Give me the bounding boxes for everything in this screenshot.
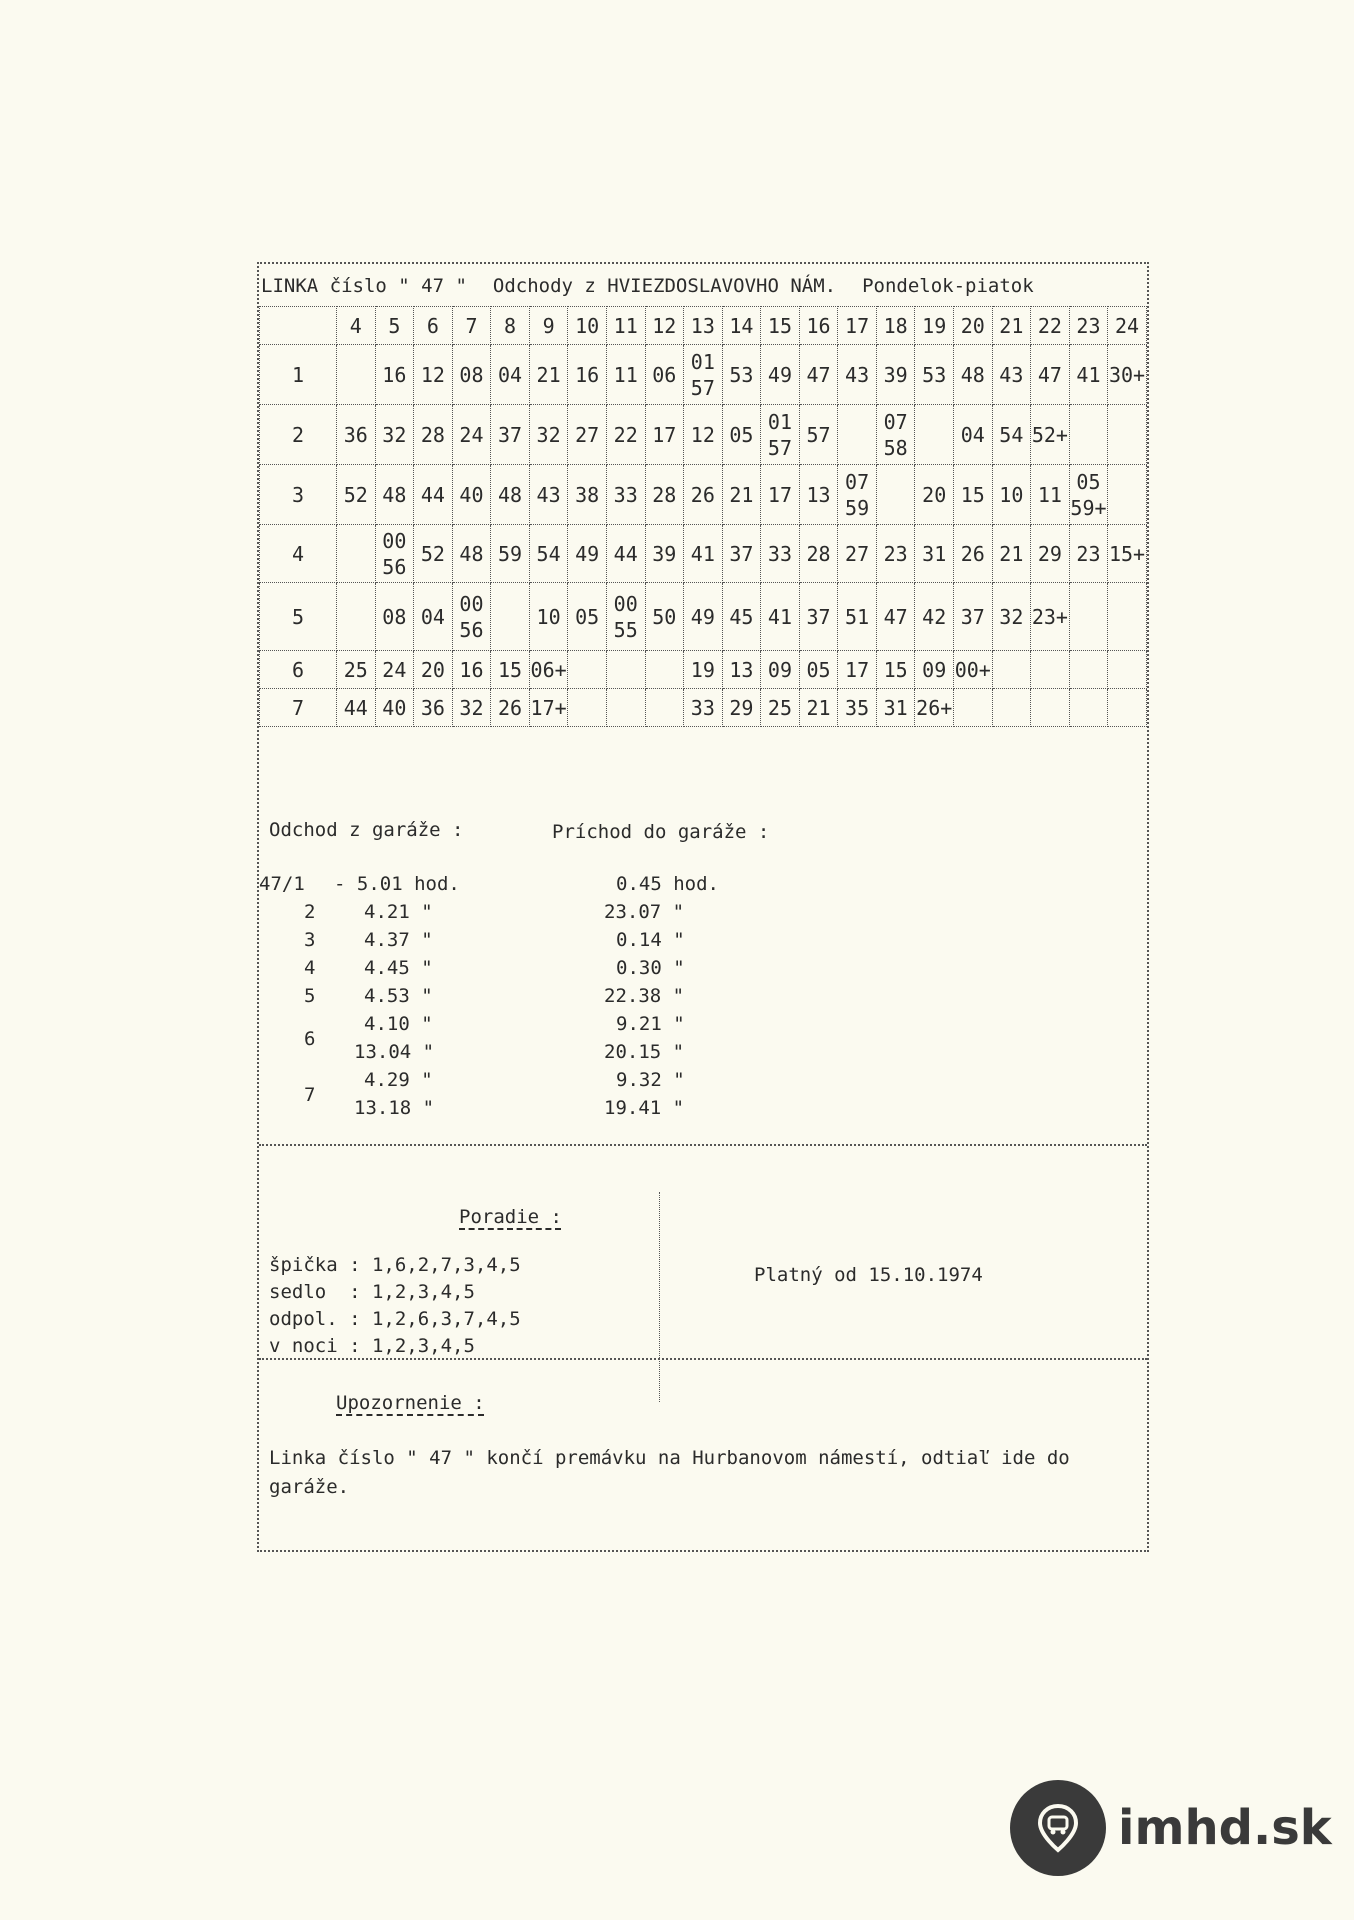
departure-cell [838, 405, 877, 465]
course-row [260, 689, 1147, 727]
departure-cell: 08 [375, 583, 414, 651]
imhd-logo [1010, 1780, 1332, 1876]
departure-cell [1108, 583, 1147, 651]
order-line-peak: špička : 1,6,2,7,3,4,5 [269, 1254, 521, 1276]
departure-cell: 01 57 [761, 405, 800, 465]
departure-cell: 41 [684, 525, 723, 583]
day-range: Pondelok-piatok [862, 275, 1034, 297]
departure-cell: 16 [568, 345, 607, 405]
departure-cell: 16 [452, 651, 491, 689]
departure-table [259, 306, 1147, 727]
departure-cell: 36 [414, 689, 453, 727]
order-section [259, 1192, 1147, 1402]
departure-cell: 30+ [1108, 345, 1147, 405]
departure-cell [337, 345, 376, 405]
garage-arrive-time: 0.45 hod. [616, 873, 719, 895]
departure-cell: 00 56 [452, 583, 491, 651]
departure-cell: 08 [452, 345, 491, 405]
departure-cell: 49 [568, 525, 607, 583]
garage-arrive-time: 22.38 " [604, 985, 685, 1007]
garage-row [259, 955, 779, 981]
notice-text: Linka číslo " 47 " končí premávku na Hurbanovom námestí, odtiaľ ide do garáže. [269, 1447, 1070, 1498]
hour-cell: 4 [337, 307, 376, 345]
departure-cell [645, 651, 684, 689]
departure-cell: 49 [684, 583, 723, 651]
departure-cell: 21 [529, 345, 568, 405]
garage-course: 4 [304, 957, 316, 979]
departure-cell: 10 [529, 583, 568, 651]
departure-cell: 44 [414, 465, 453, 525]
departure-cell: 21 [799, 689, 838, 727]
departure-cell [337, 525, 376, 583]
logo-text: imhd.sk [1118, 1800, 1332, 1856]
hour-cell: 15 [761, 307, 800, 345]
hour-cell: 24 [1108, 307, 1147, 345]
departure-cell: 39 [876, 345, 915, 405]
garage-depart-time: 4.29 " [364, 1069, 433, 1091]
garage-depart-time: 4.21 " [364, 901, 433, 923]
departure-cell: 13 [799, 465, 838, 525]
departure-cell: 07 59 [838, 465, 877, 525]
garage-depart-time: 4.10 " [364, 1013, 433, 1035]
hour-cell: 22 [1031, 307, 1070, 345]
departure-cell [606, 651, 645, 689]
hour-cell: 17 [838, 307, 877, 345]
garage-row [259, 1067, 779, 1093]
course-number: 2 [260, 405, 337, 465]
departure-cell: 38 [568, 465, 607, 525]
map-pin-bus-icon [1010, 1780, 1106, 1876]
departure-stop: Odchody z HVIEZDOSLAVOVHO NÁM. [492, 275, 837, 297]
corner-cell [260, 307, 337, 345]
timetable-sheet [257, 262, 1149, 1552]
hour-cell: 10 [568, 307, 607, 345]
departure-cell: 54 [529, 525, 568, 583]
order-line-saddle: sedlo : 1,2,3,4,5 [269, 1281, 475, 1303]
departure-cell: 41 [1069, 345, 1108, 405]
garage-arrive-time: 0.30 " [616, 957, 685, 979]
departure-cell: 52 [414, 525, 453, 583]
garage-row [259, 927, 779, 953]
hour-cell: 18 [876, 307, 915, 345]
departure-cell [606, 689, 645, 727]
departure-cell: 26+ [915, 689, 954, 727]
departure-cell: 26 [684, 465, 723, 525]
departure-cell: 32 [992, 583, 1031, 651]
departure-cell: 37 [722, 525, 761, 583]
departure-cell: 23 [876, 525, 915, 583]
departure-cell [1069, 405, 1108, 465]
departure-cell: 15+ [1108, 525, 1147, 583]
departure-cell: 12 [414, 345, 453, 405]
departure-cell: 04 [954, 405, 993, 465]
notice-title: Upozornenie : [336, 1392, 485, 1414]
departure-cell: 20 [414, 651, 453, 689]
garage-depart-time: - 5.01 hod. [334, 873, 460, 895]
garage-course: 6 [304, 1028, 316, 1050]
departure-cell: 20 [915, 465, 954, 525]
departure-cell: 52+ [1031, 405, 1070, 465]
departure-cell: 28 [799, 525, 838, 583]
garage-course: 47/1 [259, 873, 305, 895]
departure-cell: 32 [452, 689, 491, 727]
garage-row [259, 983, 779, 1009]
departure-cell: 49 [761, 345, 800, 405]
departure-cell: 15 [954, 465, 993, 525]
departure-cell: 24 [375, 651, 414, 689]
departure-cell [1108, 689, 1147, 727]
garage-depart-time: 4.37 " [364, 929, 433, 951]
divider [259, 1144, 1147, 1146]
departure-cell: 53 [722, 345, 761, 405]
departure-cell: 31 [876, 689, 915, 727]
departure-cell: 04 [491, 345, 530, 405]
departure-cell: 28 [414, 405, 453, 465]
departure-cell: 06 [645, 345, 684, 405]
departure-cell: 12 [684, 405, 723, 465]
departure-cell: 37 [954, 583, 993, 651]
garage-arrive-time: 23.07 " [604, 901, 685, 923]
departure-cell [1108, 465, 1147, 525]
departure-cell: 05 [799, 651, 838, 689]
departure-cell: 05 59+ [1069, 465, 1108, 525]
hour-cell: 6 [414, 307, 453, 345]
departure-cell: 45 [722, 583, 761, 651]
hour-cell: 9 [529, 307, 568, 345]
departure-cell [337, 583, 376, 651]
garage-row [259, 1011, 779, 1037]
departure-cell: 29 [1031, 525, 1070, 583]
departure-cell [568, 689, 607, 727]
departure-cell: 17 [761, 465, 800, 525]
departure-cell: 27 [568, 405, 607, 465]
departure-cell: 04 [414, 583, 453, 651]
departure-cell: 44 [606, 525, 645, 583]
departure-cell: 27 [838, 525, 877, 583]
departure-cell: 59 [491, 525, 530, 583]
hour-cell: 7 [452, 307, 491, 345]
departure-cell: 00 56 [375, 525, 414, 583]
departure-cell: 01 57 [684, 345, 723, 405]
departure-cell: 48 [491, 465, 530, 525]
departure-cell: 15 [876, 651, 915, 689]
hour-cell: 5 [375, 307, 414, 345]
departure-cell: 09 [761, 651, 800, 689]
garage-course: 2 [304, 901, 316, 923]
departure-cell: 00 55 [606, 583, 645, 651]
departure-cell: 26 [491, 689, 530, 727]
hour-cell: 13 [684, 307, 723, 345]
hour-cell: 20 [954, 307, 993, 345]
departure-cell: 17+ [529, 689, 568, 727]
departure-cell: 13 [722, 651, 761, 689]
departure-cell: 37 [799, 583, 838, 651]
garage-row [259, 1028, 779, 1065]
course-row [260, 525, 1147, 583]
departure-cell: 53 [915, 345, 954, 405]
departure-cell: 35 [838, 689, 877, 727]
departure-cell: 16 [375, 345, 414, 405]
departure-cell: 41 [761, 583, 800, 651]
garage-row [259, 1084, 779, 1121]
garage-arrive-time: 9.21 " [616, 1013, 685, 1035]
departure-cell: 23+ [1031, 583, 1070, 651]
departure-cell [954, 689, 993, 727]
course-number: 4 [260, 525, 337, 583]
hour-cell: 8 [491, 307, 530, 345]
garage-arrive-time: 9.32 " [616, 1069, 685, 1091]
course-number: 7 [260, 689, 337, 727]
departure-cell: 11 [1031, 465, 1070, 525]
departure-cell: 11 [606, 345, 645, 405]
departure-cell: 36 [337, 405, 376, 465]
departure-cell: 21 [992, 525, 1031, 583]
garage-arrive-time: 20.15 " [604, 1041, 685, 1063]
garage-depart-time: 4.53 " [364, 985, 433, 1007]
departure-cell: 25 [761, 689, 800, 727]
course-row [260, 345, 1147, 405]
departure-cell: 19 [684, 651, 723, 689]
garage-row [259, 899, 779, 925]
departure-cell: 00+ [954, 651, 993, 689]
course-row [260, 651, 1147, 689]
departure-cell: 23 [1069, 525, 1108, 583]
departure-cell: 06+ [529, 651, 568, 689]
line-number: LINKA číslo " 47 " [261, 275, 467, 297]
divider [259, 1358, 1147, 1360]
garage-course: 7 [304, 1084, 316, 1106]
departure-cell: 05 [722, 405, 761, 465]
departure-cell [1069, 689, 1108, 727]
departure-cell: 33 [684, 689, 723, 727]
garage-row [259, 871, 779, 897]
departure-cell [1031, 689, 1070, 727]
departure-cell: 43 [529, 465, 568, 525]
departure-cell [992, 689, 1031, 727]
hour-cell: 23 [1069, 307, 1108, 345]
departure-cell: 52 [337, 465, 376, 525]
hour-header-row [260, 307, 1147, 345]
departure-cell: 24 [452, 405, 491, 465]
departure-cell: 10 [992, 465, 1031, 525]
order-title: Poradie : [459, 1206, 562, 1228]
garage-arrive-title: Príchod do garáže : [552, 821, 770, 843]
departure-cell [1031, 651, 1070, 689]
departure-cell: 42 [915, 583, 954, 651]
order-line-afternoon: odpol. : 1,2,6,3,7,4,5 [269, 1308, 521, 1330]
departure-cell: 33 [761, 525, 800, 583]
departure-cell [568, 651, 607, 689]
course-number: 5 [260, 583, 337, 651]
course-number: 3 [260, 465, 337, 525]
departure-cell: 28 [645, 465, 684, 525]
departure-cell [645, 689, 684, 727]
garage-depart-time: 4.45 " [364, 957, 433, 979]
departure-cell: 33 [606, 465, 645, 525]
departure-cell: 40 [375, 689, 414, 727]
departure-cell [1108, 405, 1147, 465]
departure-cell: 47 [1031, 345, 1070, 405]
departure-cell: 51 [838, 583, 877, 651]
departure-cell: 39 [645, 525, 684, 583]
departure-cell: 48 [375, 465, 414, 525]
departure-cell: 44 [337, 689, 376, 727]
departure-cell: 17 [838, 651, 877, 689]
departure-cell [1069, 583, 1108, 651]
departure-cell: 07 58 [876, 405, 915, 465]
departure-cell: 50 [645, 583, 684, 651]
departure-cell: 48 [954, 345, 993, 405]
departure-cell: 40 [452, 465, 491, 525]
garage-depart-time: 13.18 " [354, 1097, 435, 1119]
course-row [260, 465, 1147, 525]
departure-cell: 57 [799, 405, 838, 465]
hour-cell: 12 [645, 307, 684, 345]
departure-cell: 47 [799, 345, 838, 405]
departure-cell: 29 [722, 689, 761, 727]
departure-cell: 05 [568, 583, 607, 651]
departure-cell: 25 [337, 651, 376, 689]
departure-cell [992, 651, 1031, 689]
departure-cell [1069, 651, 1108, 689]
hour-cell: 11 [606, 307, 645, 345]
departure-cell: 26 [954, 525, 993, 583]
garage-depart-title: Odchod z garáže : [269, 819, 464, 841]
departure-cell: 22 [606, 405, 645, 465]
garage-section [259, 809, 1147, 1194]
hour-cell: 16 [799, 307, 838, 345]
departure-cell: 21 [722, 465, 761, 525]
departure-cell: 31 [915, 525, 954, 583]
departure-cell: 09 [915, 651, 954, 689]
course-row [260, 583, 1147, 651]
departure-cell: 32 [529, 405, 568, 465]
departure-cell [491, 583, 530, 651]
departure-cell [1108, 651, 1147, 689]
garage-course: 3 [304, 929, 316, 951]
departure-cell: 37 [491, 405, 530, 465]
order-box [259, 1192, 660, 1402]
departure-cell: 17 [645, 405, 684, 465]
departure-cell [876, 465, 915, 525]
departure-cell: 43 [838, 345, 877, 405]
hour-cell: 14 [722, 307, 761, 345]
garage-arrive-time: 0.14 " [616, 929, 685, 951]
departure-cell: 54 [992, 405, 1031, 465]
hour-cell: 21 [992, 307, 1031, 345]
timetable-header [259, 264, 1147, 308]
garage-arrive-time: 19.41 " [604, 1097, 685, 1119]
departure-cell: 15 [491, 651, 530, 689]
course-row [260, 405, 1147, 465]
garage-depart-time: 13.04 " [354, 1041, 435, 1063]
departure-cell [915, 405, 954, 465]
departure-cell: 48 [452, 525, 491, 583]
hour-cell: 19 [915, 307, 954, 345]
departure-cell: 32 [375, 405, 414, 465]
course-number: 6 [260, 651, 337, 689]
departure-cell: 47 [876, 583, 915, 651]
order-line-night: v noci : 1,2,3,4,5 [269, 1335, 475, 1357]
departure-cell: 43 [992, 345, 1031, 405]
valid-from: Platný od 15.10.1974 [754, 1264, 983, 1286]
garage-course: 5 [304, 985, 316, 1007]
course-number: 1 [260, 345, 337, 405]
